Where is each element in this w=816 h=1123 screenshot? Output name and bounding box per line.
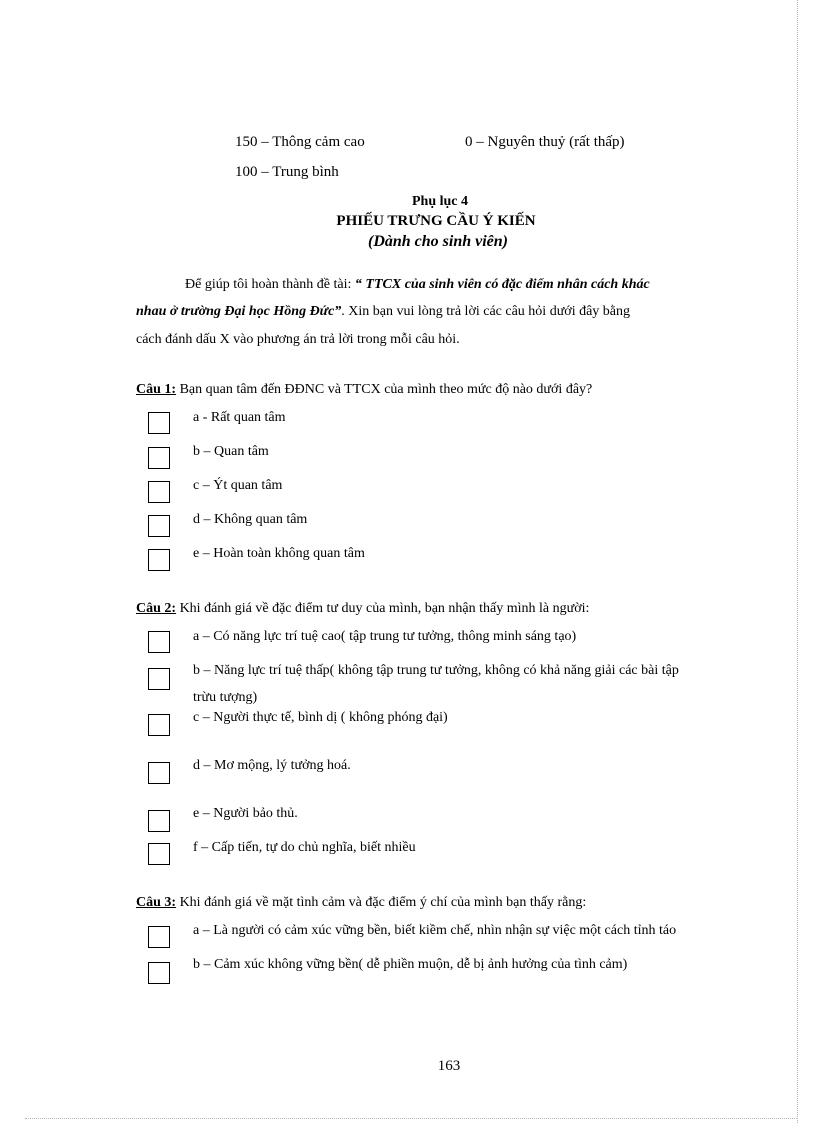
option-q1-b: b – Quan tâm bbox=[193, 444, 269, 459]
option-q2-d: d – Mơ mộng, lý tưởng hoá. bbox=[193, 758, 351, 773]
question-3-text: Khi đánh giá về mặt tình cảm và đặc điểm ý chí của mình bạn thấy rằng: bbox=[176, 895, 587, 910]
checkbox-q2-f[interactable] bbox=[148, 843, 170, 865]
intro-line-3: cách đánh dấu X vào phương án trả lời trong mỗi câu hỏi. bbox=[136, 332, 460, 347]
checkbox-q2-a[interactable] bbox=[148, 631, 170, 653]
question-2-label: Câu 2: bbox=[136, 601, 177, 616]
checkbox-q3-a[interactable] bbox=[148, 926, 170, 948]
scale-item-primitive: 0 – Nguyên thuỷ (rất thấp) bbox=[465, 134, 625, 150]
appendix-title: PHIẾU TRƯNG CẦU Ý KIẾN bbox=[336, 213, 536, 229]
checkbox-q2-c[interactable] bbox=[148, 714, 170, 736]
option-q2-b-continued: trừu tượng) bbox=[193, 690, 258, 705]
option-q3-b: b – Cảm xúc không vững bền( dễ phiền muộn, dễ bị ảnh hưởng của tình cảm) bbox=[193, 957, 628, 972]
question-3 bbox=[136, 895, 586, 911]
question-1-label: Câu 1: bbox=[136, 382, 177, 397]
page-number: 163 bbox=[437, 1058, 461, 1074]
scale-item-high: 150 – Thông cảm cao bbox=[235, 134, 365, 150]
checkbox-q1-d[interactable] bbox=[148, 515, 170, 537]
checkbox-q2-b[interactable] bbox=[148, 668, 170, 690]
appendix-label: Phụ lục 4 bbox=[411, 194, 468, 209]
question-1-text: Bạn quan tâm đến ĐĐNC và TTCX của mình theo mức độ nào dưới đây? bbox=[176, 382, 593, 397]
option-q1-d: d – Không quan tâm bbox=[193, 512, 308, 527]
option-q2-f: f – Cấp tiến, tự do chủ nghĩa, biết nhiều bbox=[193, 840, 416, 855]
question-3-label: Câu 3: bbox=[136, 895, 177, 910]
scale-item-average: 100 – Trung bình bbox=[235, 164, 339, 180]
question-1 bbox=[136, 382, 592, 398]
option-q3-a: a – Là người có cảm xúc vững bền, biết kiềm chế, nhìn nhận sự việc một cách tỉnh táo bbox=[193, 923, 677, 938]
question-2 bbox=[136, 601, 589, 617]
option-q1-c: c – Ýt quan tâm bbox=[193, 478, 283, 493]
intro-prefix: Để giúp tôi hoàn thành đề tài: bbox=[185, 277, 355, 292]
intro-topic-part-1: “ TTCX của sinh viên có đặc điểm nhân cách khác bbox=[354, 277, 650, 292]
checkbox-q2-d[interactable] bbox=[148, 762, 170, 784]
appendix-subtitle: (Dành cho sinh viên) bbox=[367, 233, 509, 250]
checkbox-q2-e[interactable] bbox=[148, 810, 170, 832]
option-q2-c: c – Người thực tế, bình dị ( không phóng đại) bbox=[193, 710, 448, 725]
checkbox-q1-a[interactable] bbox=[148, 412, 170, 434]
intro-line-2 bbox=[136, 304, 630, 320]
intro-suffix: . Xin bạn vui lòng trả lời các câu hỏi dưới đây bằng bbox=[341, 304, 631, 319]
checkbox-q1-e[interactable] bbox=[148, 549, 170, 571]
question-2-text: Khi đánh giá về đặc điểm tư duy của mình, bạn nhận thấy mình là người: bbox=[176, 601, 590, 616]
option-q1-e: e – Hoàn toàn không quan tâm bbox=[193, 546, 365, 561]
checkbox-q1-c[interactable] bbox=[148, 481, 170, 503]
page-edge-vertical bbox=[797, 0, 798, 1123]
page-edge-horizontal bbox=[25, 1118, 797, 1119]
checkbox-q3-b[interactable] bbox=[148, 962, 170, 984]
intro-topic-part-2: nhau ở trường Đại học Hồng Đức” bbox=[136, 304, 342, 319]
option-q2-e: e – Người bảo thủ. bbox=[193, 806, 298, 821]
option-q2-b: b – Năng lực trí tuệ thấp( không tập trung tư tưởng, không có khả năng giải các bài tập bbox=[193, 663, 679, 678]
option-q2-a: a – Có năng lực trí tuệ cao( tập trung tư tưởng, thông minh sáng tạo) bbox=[193, 629, 577, 644]
checkbox-q1-b[interactable] bbox=[148, 447, 170, 469]
option-q1-a: a - Rất quan tâm bbox=[193, 410, 286, 425]
intro-line-1 bbox=[185, 277, 650, 293]
